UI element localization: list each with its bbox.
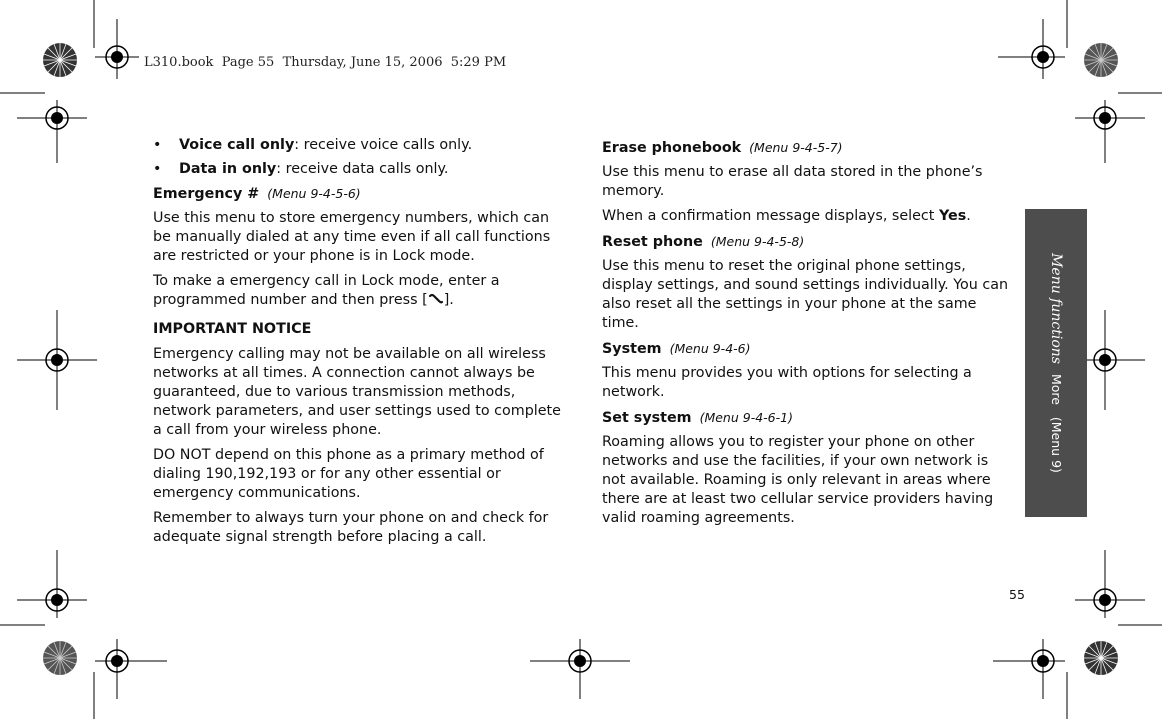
color-wheel-icon [1084, 43, 1118, 77]
bullet-item [153, 136, 565, 155]
section-heading [602, 232, 1012, 252]
paragraph: This menu provides you with options for selecting a network. [602, 365, 972, 400]
paragraph [153, 272, 565, 310]
menu-reference: (Menu 9-4-5-6) [267, 186, 361, 201]
section-title: System [602, 341, 662, 357]
paragraph [602, 207, 1012, 226]
menu-reference: (Menu 9-4-6) [669, 341, 751, 356]
paragraph-text: ]. [443, 292, 454, 308]
paragraph-text: . [966, 208, 971, 224]
paragraph-text: To make a emergency call in Lock mode, enter a programmed number and then press [ [153, 273, 500, 308]
side-tab-subtitle: More (Menu 9) [1049, 373, 1064, 473]
bullet-text: : receive data calls only. [276, 161, 449, 177]
registration-mark-icon [17, 310, 97, 410]
color-wheel-icon [43, 43, 77, 77]
registration-mark-icon [17, 100, 87, 163]
registration-mark-icon [993, 639, 1065, 699]
section-title: Set system [602, 410, 692, 426]
section-title: Reset phone [602, 234, 703, 250]
section-heading [602, 408, 1012, 428]
side-tab-text [1048, 253, 1064, 473]
color-wheel-icon [1084, 641, 1118, 675]
registration-mark-icon [1075, 550, 1145, 618]
paragraph: DO NOT depend on this phone as a primary method of dialing 190,192,193 or for any other essential or emergency communications. [153, 447, 544, 501]
paragraph: Emergency calling may not be available on all wireless networks at all times. A connection cannot always be guaranteed, due to various transmission methods, network parameters, and user settings used to complete a call from your wireless phone. [153, 346, 561, 438]
menu-reference: (Menu 9-4-5-7) [749, 140, 843, 155]
notice-title: IMPORTANT NOTICE [153, 321, 312, 337]
paragraph-bold: Yes [938, 208, 967, 224]
registration-mark-icon [95, 639, 167, 699]
section-title: Emergency # [153, 186, 260, 202]
paragraph: Use this menu to erase all data stored in the phone’s memory. [602, 164, 983, 199]
paragraph: Use this menu to store emergency numbers, which can be manually dialed at any time even if all call functions are restricted or your phone is in Lock mode. [153, 210, 551, 264]
section-heading [602, 138, 1012, 158]
right-column [602, 136, 1012, 534]
chapter-side-tab [1025, 209, 1087, 517]
menu-reference: (Menu 9-4-6-1) [699, 410, 793, 425]
paragraph: Remember to always turn your phone on and check for adequate signal strength before placing a call. [153, 510, 549, 545]
paragraph-text: When a confirmation message displays, select [602, 208, 939, 224]
section-heading [602, 339, 1012, 359]
registration-mark-icon [1075, 100, 1145, 163]
bullet-item [153, 160, 565, 179]
bullet-dot-icon: • [153, 137, 162, 153]
bullet-label: Data in only [179, 161, 277, 177]
menu-reference: (Menu 9-4-5-8) [710, 234, 805, 249]
page-number: 55 [1009, 587, 1025, 602]
section-heading [153, 184, 565, 204]
file-info-header: L310.book Page 55 Thursday, June 15, 2006 5:29 PM [144, 55, 507, 70]
bullet-text: : receive voice calls only. [294, 137, 473, 153]
side-tab-title: Menu functions [1048, 253, 1064, 364]
paragraph: Roaming allows you to register your phone on other networks and use the facilities, if your own network is not available. Roaming is only relevant in areas where there are at least two cellular service providers having valid roaming agreements. [602, 434, 994, 526]
left-column [153, 136, 565, 553]
registration-mark-icon [998, 19, 1065, 79]
send-call-icon [428, 293, 444, 305]
section-title: Erase phonebook [602, 140, 742, 156]
registration-mark-icon [17, 550, 87, 618]
bullet-dot-icon: • [153, 161, 162, 177]
paragraph: Use this menu to reset the original phone settings, display settings, and sound settings individually. You can also reset all the settings in your phone at the same time. [602, 258, 1009, 331]
color-wheel-icon [43, 641, 77, 675]
registration-mark-icon [95, 19, 139, 79]
bullet-label: Voice call only [179, 137, 295, 153]
registration-mark-icon [530, 639, 630, 699]
